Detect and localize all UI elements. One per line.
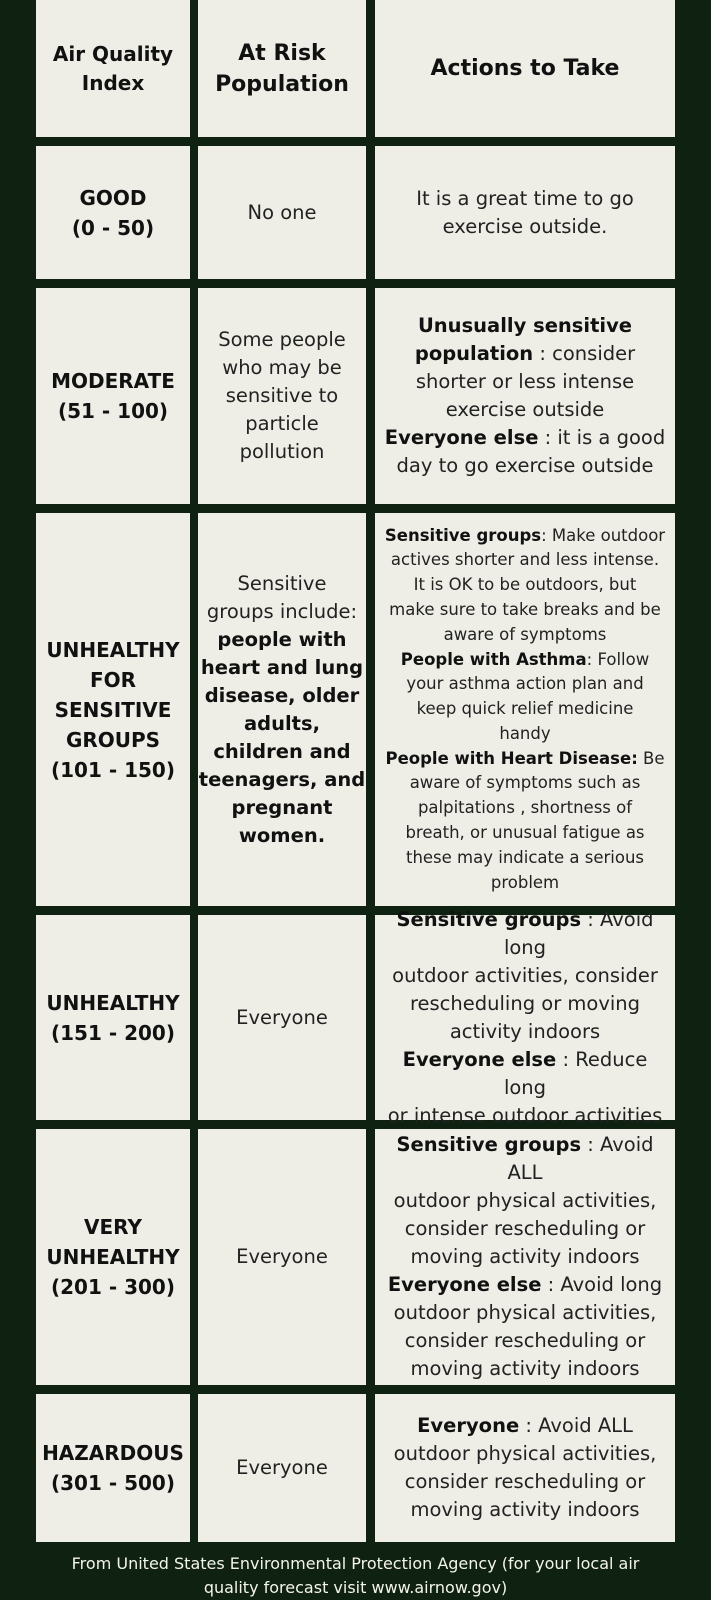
category-line: VERY xyxy=(84,1215,142,1239)
category-line: GROUPS xyxy=(65,727,161,752)
text-line xyxy=(226,382,338,410)
text-run: exercise outside. xyxy=(442,214,608,238)
risk-cell xyxy=(198,915,366,1120)
bold-text: heart and lung xyxy=(200,655,364,679)
text-line xyxy=(416,185,634,213)
text-run: sensitive to xyxy=(225,384,339,407)
text-line xyxy=(222,354,342,382)
bold-text: People with Asthma xyxy=(400,649,587,669)
aqi-row-hazardous xyxy=(0,1394,711,1542)
text-line xyxy=(450,1018,600,1046)
text-run: activity indoors xyxy=(449,1019,601,1043)
text-line xyxy=(385,747,664,772)
bold-text: Sensitive groups xyxy=(396,1133,582,1156)
text-line xyxy=(236,1454,328,1482)
text-line xyxy=(405,1468,645,1496)
text-run: pollution xyxy=(239,440,325,463)
text-run: consider rescheduling or xyxy=(404,1217,646,1240)
text-run: It is OK to be outdoors, but xyxy=(413,575,637,595)
text-run: aware of symptoms xyxy=(443,624,607,644)
text-line xyxy=(414,573,637,598)
category-cell xyxy=(36,1394,190,1542)
bold-text: disease, older xyxy=(204,683,360,707)
bold-text: pregnant xyxy=(231,795,333,819)
text-run: handy xyxy=(499,723,551,743)
category-range: (301 - 500) xyxy=(50,1471,175,1495)
bold-text: Everyone else xyxy=(402,1047,557,1071)
text-line xyxy=(406,846,644,871)
text-run: outdoor physical activities, xyxy=(393,1189,657,1212)
aqi-row-usg xyxy=(0,513,711,906)
header-aqi-cell xyxy=(36,0,190,137)
footer-line: quality forecast visit www.airnow.gov) xyxy=(203,1578,508,1597)
text-run: No one xyxy=(247,200,317,224)
aqi-row-moderate xyxy=(0,288,711,504)
text-run: : consider xyxy=(533,342,636,365)
text-run: exercise outside xyxy=(445,398,605,421)
text-run: : Avoid ALL xyxy=(519,1414,633,1437)
category-line: UNHEALTHY xyxy=(46,1245,180,1269)
text-run: : Follow xyxy=(586,649,650,669)
bold-text: Everyone else xyxy=(387,1273,542,1296)
category-range: (101 - 150) xyxy=(50,757,175,782)
category-cell xyxy=(36,513,190,906)
text-run: consider rescheduling or xyxy=(404,1470,646,1493)
actions-cell xyxy=(375,288,675,504)
bold-text: adults, xyxy=(243,711,321,735)
bold-text: Sensitive groups xyxy=(396,907,582,931)
text-run: outdoor activities, consider xyxy=(392,963,658,987)
text-line xyxy=(379,1131,671,1187)
header-risk-line: Population xyxy=(215,71,349,97)
bold-text: Everyone else xyxy=(384,426,539,449)
category-line: UNHEALTHY xyxy=(46,990,180,1015)
text-run: keep quick relief medicine xyxy=(416,699,634,719)
text-line xyxy=(394,1440,657,1468)
text-line xyxy=(247,199,316,227)
text-line xyxy=(388,1271,662,1299)
category-range: (51 - 100) xyxy=(57,399,169,423)
text-run: : Avoid long xyxy=(541,1273,663,1296)
source-footer xyxy=(0,1552,711,1600)
text-line xyxy=(236,1004,328,1032)
text-line xyxy=(401,648,649,673)
text-line xyxy=(417,1412,633,1440)
bold-text: people with xyxy=(217,627,347,651)
actions-cell xyxy=(375,513,675,906)
text-line xyxy=(406,672,643,697)
text-run: Sensitive xyxy=(237,571,327,595)
category-cell xyxy=(36,146,190,279)
text-run: who may be xyxy=(222,356,342,379)
category-line: GOOD xyxy=(79,185,147,210)
text-run: moving activity indoors xyxy=(410,1498,640,1521)
text-run: moving activity indoors xyxy=(410,1245,640,1268)
category-cell xyxy=(36,288,190,504)
text-line xyxy=(245,410,319,438)
bold-text: People with Heart Disease: xyxy=(385,748,638,768)
category-line: MODERATE xyxy=(51,369,175,393)
text-line xyxy=(236,1243,328,1271)
text-line xyxy=(217,626,346,654)
text-run: breath, or unusual fatigue as xyxy=(405,823,645,843)
bold-text: Unusually sensitive xyxy=(417,314,633,337)
text-line xyxy=(416,368,634,396)
category-range: (0 - 50) xyxy=(71,215,155,240)
actions-cell xyxy=(375,146,675,279)
text-line xyxy=(405,1215,645,1243)
bold-text: Everyone xyxy=(417,1414,520,1437)
text-line xyxy=(201,654,363,682)
text-line xyxy=(415,340,635,368)
header-risk-line: At Risk xyxy=(238,40,326,66)
category-line: FOR xyxy=(89,667,137,692)
actions-cell xyxy=(375,1394,675,1542)
text-run: your asthma action plan and xyxy=(406,674,644,694)
risk-cell xyxy=(198,513,366,906)
category-line: HAZARDOUS xyxy=(42,1441,184,1465)
text-line xyxy=(410,1355,639,1383)
text-run: Everyone xyxy=(236,1005,328,1029)
text-run: Everyone xyxy=(236,1456,328,1479)
category-range: (201 - 300) xyxy=(50,1275,175,1299)
text-run: aware of symptoms such as xyxy=(409,773,641,793)
text-run: actives shorter and less intense. xyxy=(390,550,660,570)
text-line xyxy=(391,548,659,573)
category-line: SENSITIVE xyxy=(54,697,172,722)
text-run: Be xyxy=(637,748,665,768)
text-line xyxy=(392,962,658,990)
text-line xyxy=(491,871,559,896)
text-run: It is a great time to go xyxy=(416,186,634,210)
text-line xyxy=(388,1102,663,1130)
header-aqi-line: Air Quality xyxy=(52,41,174,66)
text-line xyxy=(240,438,325,466)
text-run: : Make outdoor xyxy=(541,525,666,545)
category-line: UNHEALTHY xyxy=(46,637,180,662)
category-range: (151 - 200) xyxy=(50,1020,175,1045)
text-run: particle xyxy=(245,412,319,435)
text-line xyxy=(213,738,350,766)
text-line xyxy=(385,524,665,549)
text-run: Everyone xyxy=(236,1245,328,1268)
text-line xyxy=(239,822,325,850)
text-line xyxy=(231,794,332,822)
bold-text: women. xyxy=(238,823,326,847)
text-line xyxy=(410,990,640,1018)
header-actions-title: Actions to Take xyxy=(430,56,620,81)
text-run: these may indicate a serious xyxy=(405,847,645,867)
text-run: : Avoid ALL xyxy=(507,1133,654,1184)
text-line xyxy=(405,821,644,846)
text-line xyxy=(410,771,641,796)
bold-text: Sensitive groups xyxy=(384,525,542,545)
footer-line: From United States Environmental Protection Agency (for your local air xyxy=(71,1554,640,1573)
text-line xyxy=(238,570,327,598)
text-line xyxy=(405,1327,645,1355)
bold-text: children and xyxy=(213,739,351,763)
text-run: outdoor physical activities, xyxy=(393,1442,657,1465)
text-line xyxy=(244,710,320,738)
text-line xyxy=(410,1243,639,1271)
text-run: consider rescheduling or xyxy=(404,1329,646,1352)
text-line xyxy=(397,452,654,480)
risk-cell xyxy=(198,288,366,504)
header-aqi-line: Index xyxy=(81,70,145,95)
bold-text: population xyxy=(414,342,534,365)
text-line xyxy=(379,1046,671,1102)
aqi-row-unhealthy xyxy=(0,907,711,1127)
text-line xyxy=(499,722,550,747)
text-run: groups include: xyxy=(206,599,358,623)
text-run: Some people xyxy=(218,328,346,351)
text-run: or intense outdoor activities xyxy=(387,1103,663,1127)
text-run: make sure to take breaks and be xyxy=(389,599,661,619)
text-line xyxy=(394,1187,657,1215)
header-risk-cell xyxy=(198,0,366,137)
text-run: outdoor physical activities, xyxy=(393,1301,657,1324)
category-cell xyxy=(36,1129,190,1385)
risk-cell xyxy=(198,146,366,279)
text-run: moving activity indoors xyxy=(410,1357,640,1380)
text-line xyxy=(446,396,605,424)
text-run: : it is a good xyxy=(538,426,666,449)
text-run: day to go exercise outside xyxy=(396,454,654,477)
text-line xyxy=(418,796,632,821)
category-cell xyxy=(36,915,190,1120)
text-line xyxy=(385,424,665,452)
text-line xyxy=(410,1496,639,1524)
actions-cell xyxy=(375,1129,675,1385)
text-line xyxy=(218,326,346,354)
text-line xyxy=(207,598,357,626)
aqi-row-good xyxy=(0,146,711,279)
text-line xyxy=(444,623,607,648)
text-run: shorter or less intense xyxy=(415,370,635,393)
text-line xyxy=(418,312,632,340)
text-line xyxy=(394,1299,657,1327)
text-line xyxy=(199,766,365,794)
text-run: rescheduling or moving xyxy=(409,991,641,1015)
text-run: palpitations , shortness of xyxy=(417,798,633,818)
actions-cell xyxy=(375,907,675,1127)
text-run: problem xyxy=(490,872,560,892)
header-actions-cell xyxy=(375,0,675,137)
aqi-row-very-unhealthy xyxy=(0,1129,711,1385)
text-line xyxy=(389,598,661,623)
risk-cell xyxy=(198,1129,366,1385)
risk-cell xyxy=(198,1394,366,1542)
text-line xyxy=(205,682,360,710)
text-run: : Reduce long xyxy=(503,1047,648,1099)
header-row xyxy=(0,0,711,137)
text-run: : Avoid long xyxy=(503,907,654,959)
bold-text: teenagers, and xyxy=(198,767,366,791)
text-line xyxy=(443,213,608,241)
text-line xyxy=(379,906,671,962)
text-line xyxy=(417,697,634,722)
